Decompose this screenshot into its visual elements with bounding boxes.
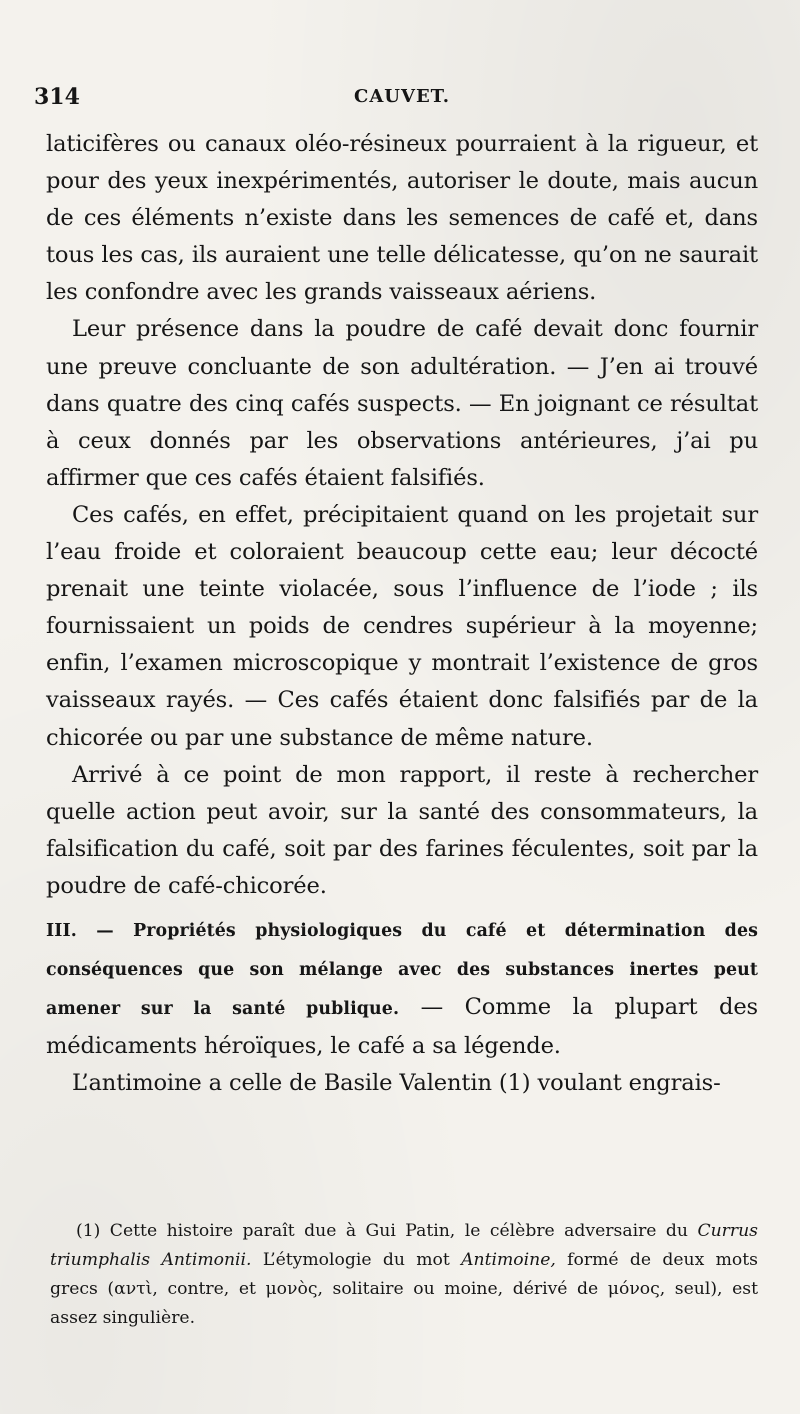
section-paragraph	[46, 911, 758, 1065]
footnote-part-2: L’étymologie du mot	[251, 1250, 462, 1270]
paragraph-arrive: Arrivé à ce point de mon rapport, il reste à rechercher quelle action peut avoir, sur la santé des consommateurs, la falsification du café, soit par des farines féculentes, soit par la poudre de café-chicorée.	[46, 761, 758, 899]
section-text: — Comme la plupart des médicaments héroïques, le café a sa légende.	[46, 994, 759, 1060]
body-text	[46, 126, 758, 1102]
paragraph-antimoine: L’antimoine a celle de Basile Valentin (1) voulant engrais-	[72, 1070, 721, 1097]
page-number: 314	[34, 84, 80, 110]
running-head: CAUVET.	[354, 86, 451, 107]
footnote-part-3: formé de deux mots grecs (αντὶ, contre, et μονὸς, solitaire ou moine, dérivé de μόνος, seul), est assez singulière.	[50, 1250, 758, 1328]
footnote-italic-1: Currus triumphalis Antimonii.	[50, 1221, 758, 1270]
page-header	[34, 84, 754, 116]
paragraph-presence: Leur présence dans la poudre de café devait donc fournir une preuve concluante de son adultération. — J’en ai trouvé dans quatre des cinq cafés suspects. — En joignant ce résultat à ceux donnés par les observations antérieures, j’ai pu affirmer que ces cafés étaient falsifiés.	[46, 316, 758, 491]
footnote-part-1: (1) Cette histoire paraît due à Gui Patin, le célèbre adversaire du	[76, 1221, 698, 1241]
paragraph-continuation: laticifères ou canaux oléo-résineux pourraient à la rigueur, et pour des yeux inexpérimentés, autoriser le doute, mais aucun de ces éléments n’existe dans les semences de café et, dans tous les cas, ils auraient une telle délicatesse, qu’on ne saurait les confondre avec les grands vaisseaux aériens.	[46, 131, 758, 306]
footnote-1	[50, 1217, 758, 1333]
footnotes	[50, 1217, 758, 1333]
footnote-italic-2: Antimoine,	[461, 1250, 556, 1270]
paragraph-cafes: Ces cafés, en effet, précipitaient quand on les projetait sur l’eau froide et coloraient beaucoup cette eau; leur décocté prenait une teinte violacée, sous l’influence de l’iode ; ils fournissaient un poids de cendres supérieur à la moyenne; enfin, l’examen microscopique y montrait l’existence de gros vaisseaux rayés. — Ces cafés étaient donc falsifiés par de la chicorée ou par une substance de même nature.	[46, 501, 758, 751]
section-heading: III. — Propriétés physiologiques du café et détermination des conséquences que son mélange avec des substances inertes peut amener sur la santé publique.	[46, 920, 758, 1020]
